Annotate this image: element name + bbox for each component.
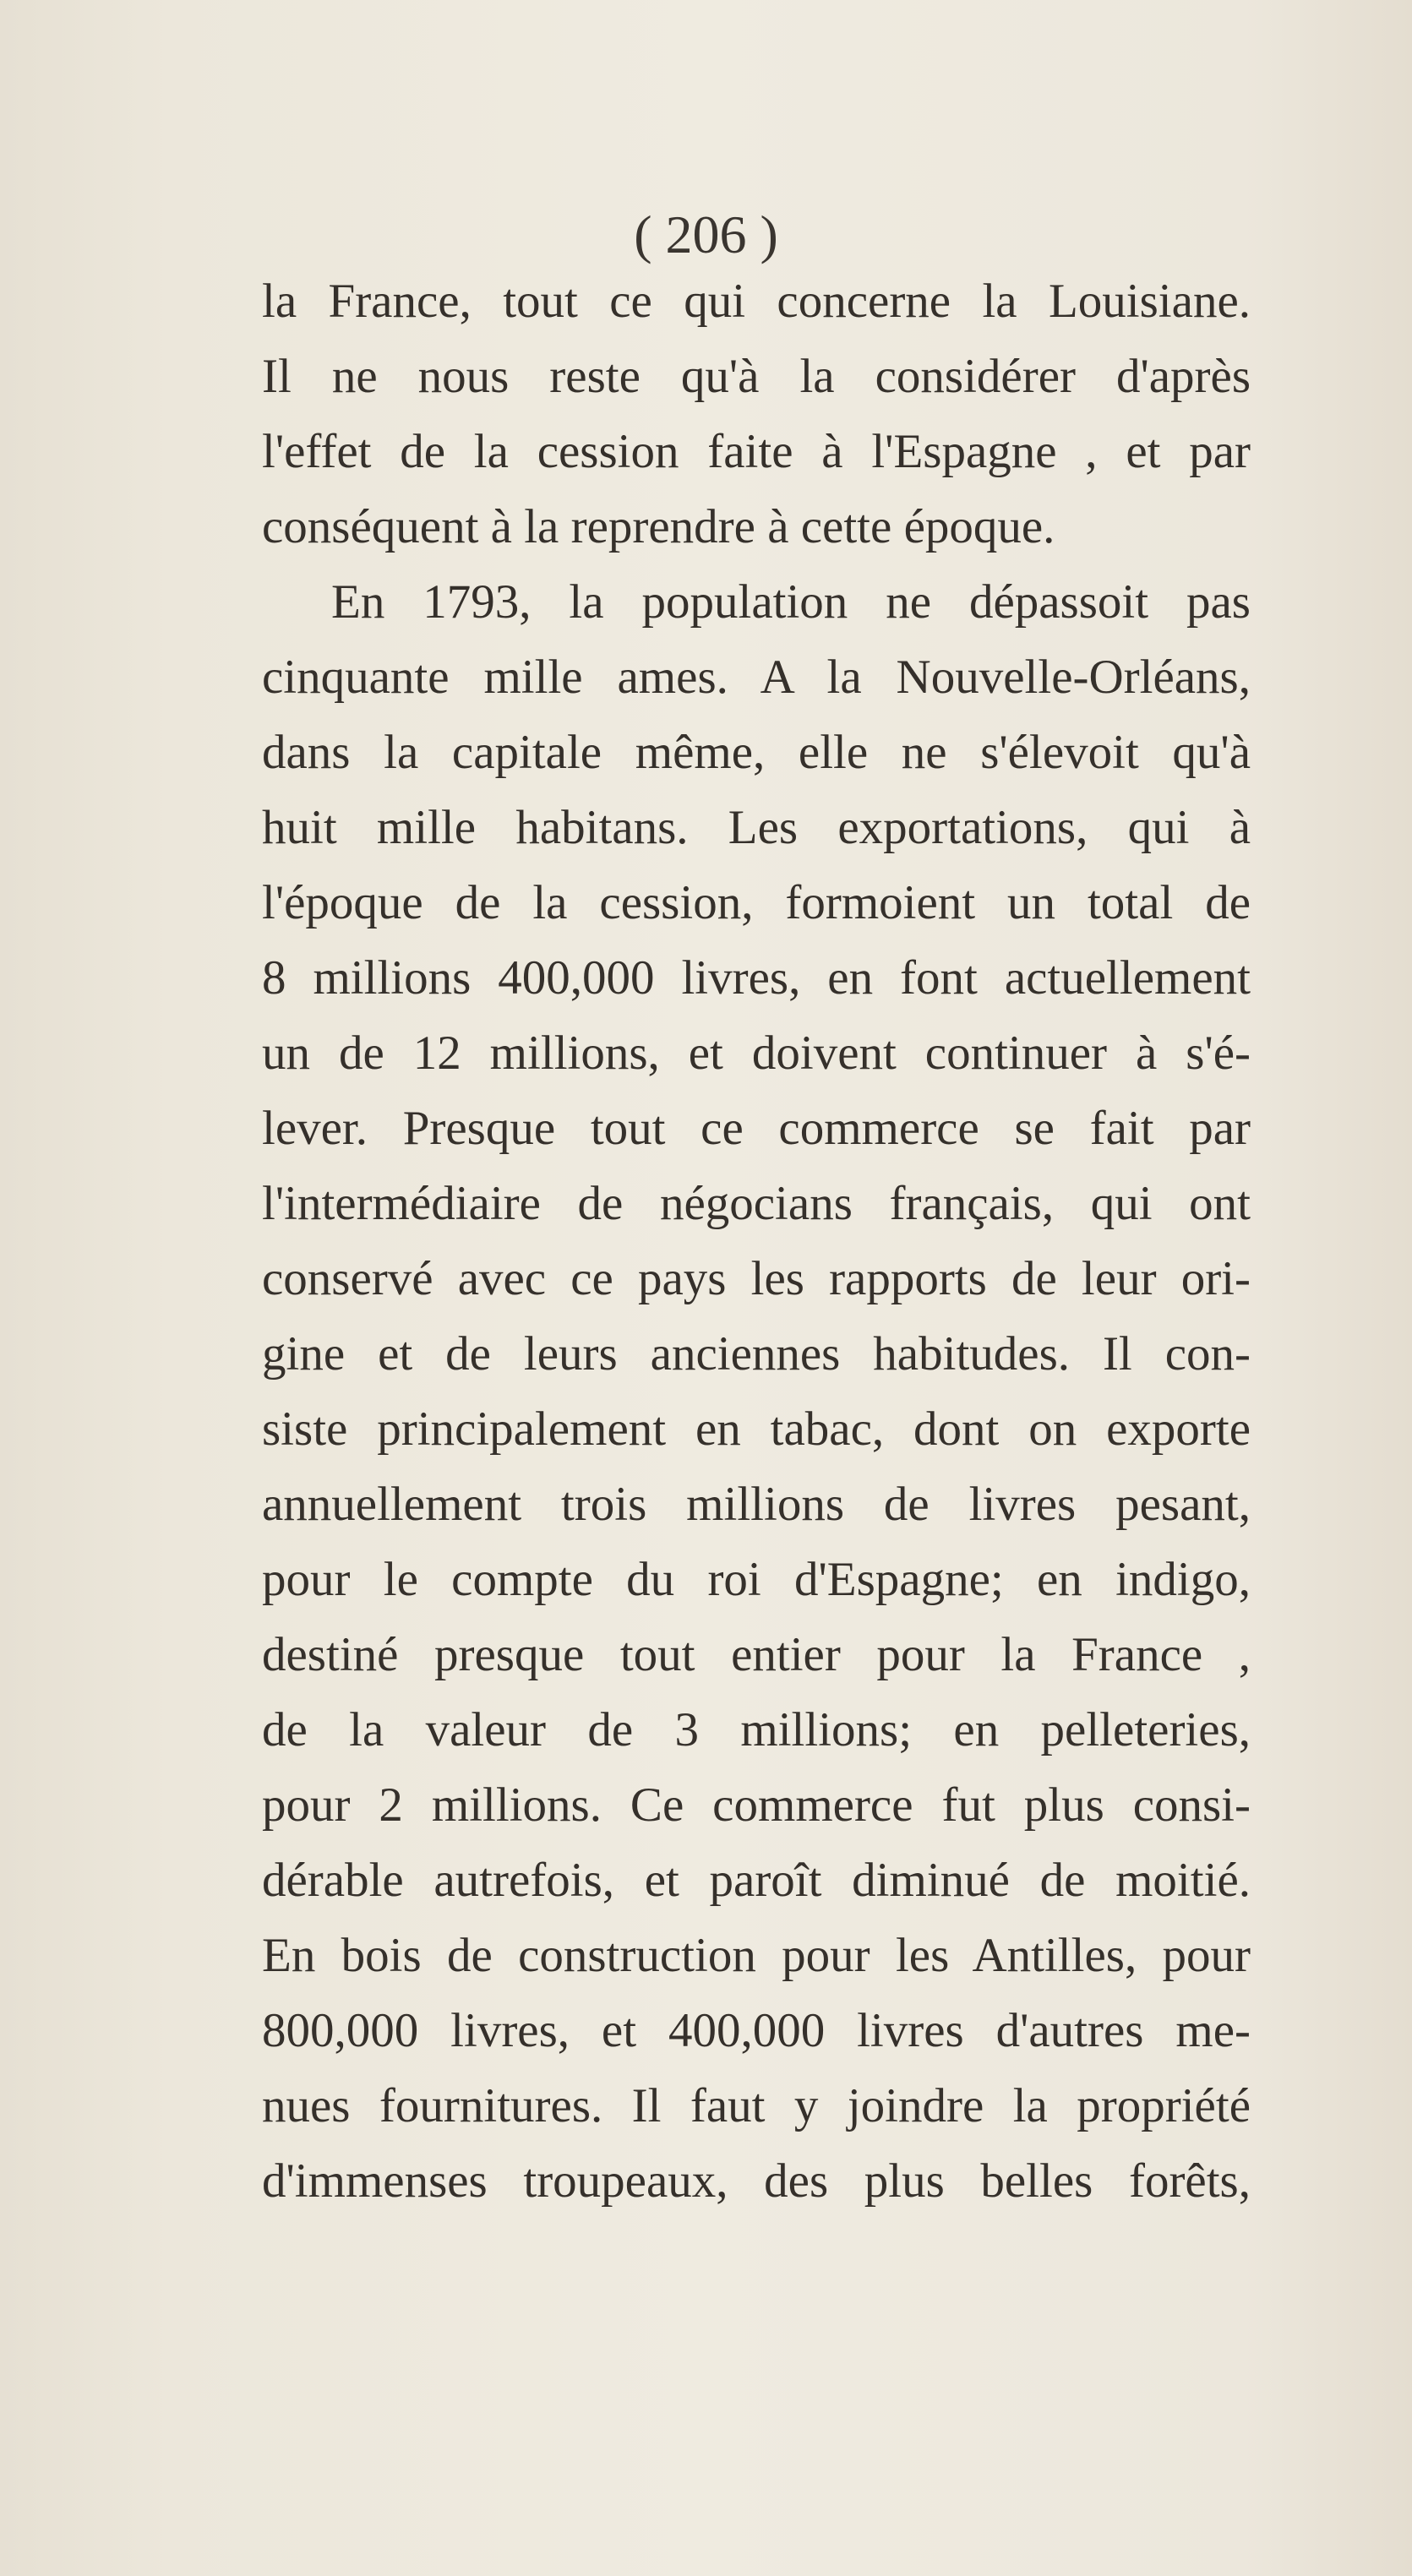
text-line: d'immenses troupeaux, des plus belles forêts, xyxy=(262,2154,1251,2208)
text-line: l'effet de la cession faite à l'Espagne , et par xyxy=(262,425,1251,478)
text-line: pour le compte du roi d'Espagne; en indigo, xyxy=(262,1553,1251,1606)
text-line: dans la capitale même, elle ne s'élevoit qu'à xyxy=(262,726,1251,779)
text-line: En bois de construction pour les Antilles, pour xyxy=(262,1929,1251,1982)
text-line: l'époque de la cession, formoient un total de xyxy=(262,876,1251,929)
text-line: destiné presque tout entier pour la France , xyxy=(262,1628,1251,1681)
text-line: cinquante mille ames. A la Nouvelle-Orléans, xyxy=(262,651,1251,704)
page-number: ( 206 ) xyxy=(634,204,778,264)
text-line: la France, tout ce qui concerne la Louisiane. xyxy=(262,275,1251,328)
text-line: pour 2 millions. Ce commerce fut plus consi- xyxy=(262,1778,1251,1832)
text-line: dérable autrefois, et paroît diminué de moitié. xyxy=(262,1854,1251,1907)
text-line: lever. Presque tout ce commerce se fait par xyxy=(262,1102,1251,1155)
text-line: 8 millions 400,000 livres, en font actuellement xyxy=(262,951,1251,1005)
text-line: conservé avec ce pays les rapports de leur ori- xyxy=(262,1252,1251,1305)
text-line: 800,000 livres, et 400,000 livres d'autres me- xyxy=(262,2004,1251,2057)
text-line: conséquent à la reprendre à cette époque. xyxy=(262,500,1055,553)
text-line: huit mille habitans. Les exportations, qui à xyxy=(262,801,1251,854)
text-line: Il ne nous reste qu'à la considérer d'après xyxy=(262,350,1251,403)
text-line: de la valeur de 3 millions; en pelleteries, xyxy=(262,1703,1251,1756)
text-line: annuellement trois millions de livres pesant, xyxy=(262,1478,1251,1531)
text-line: siste principalement en tabac, dont on exporte xyxy=(262,1402,1251,1456)
body-text xyxy=(262,264,1251,2219)
text-line: En 1793, la population ne dépassoit pas xyxy=(331,575,1251,629)
text-line: l'intermédiaire de négocians français, qui ont xyxy=(262,1177,1251,1230)
text-line: nues fournitures. Il faut y joindre la propriété xyxy=(262,2079,1251,2132)
text-line: un de 12 millions, et doivent continuer à s'é- xyxy=(262,1027,1251,1080)
text-line: gine et de leurs anciennes habitudes. Il con- xyxy=(262,1327,1251,1381)
